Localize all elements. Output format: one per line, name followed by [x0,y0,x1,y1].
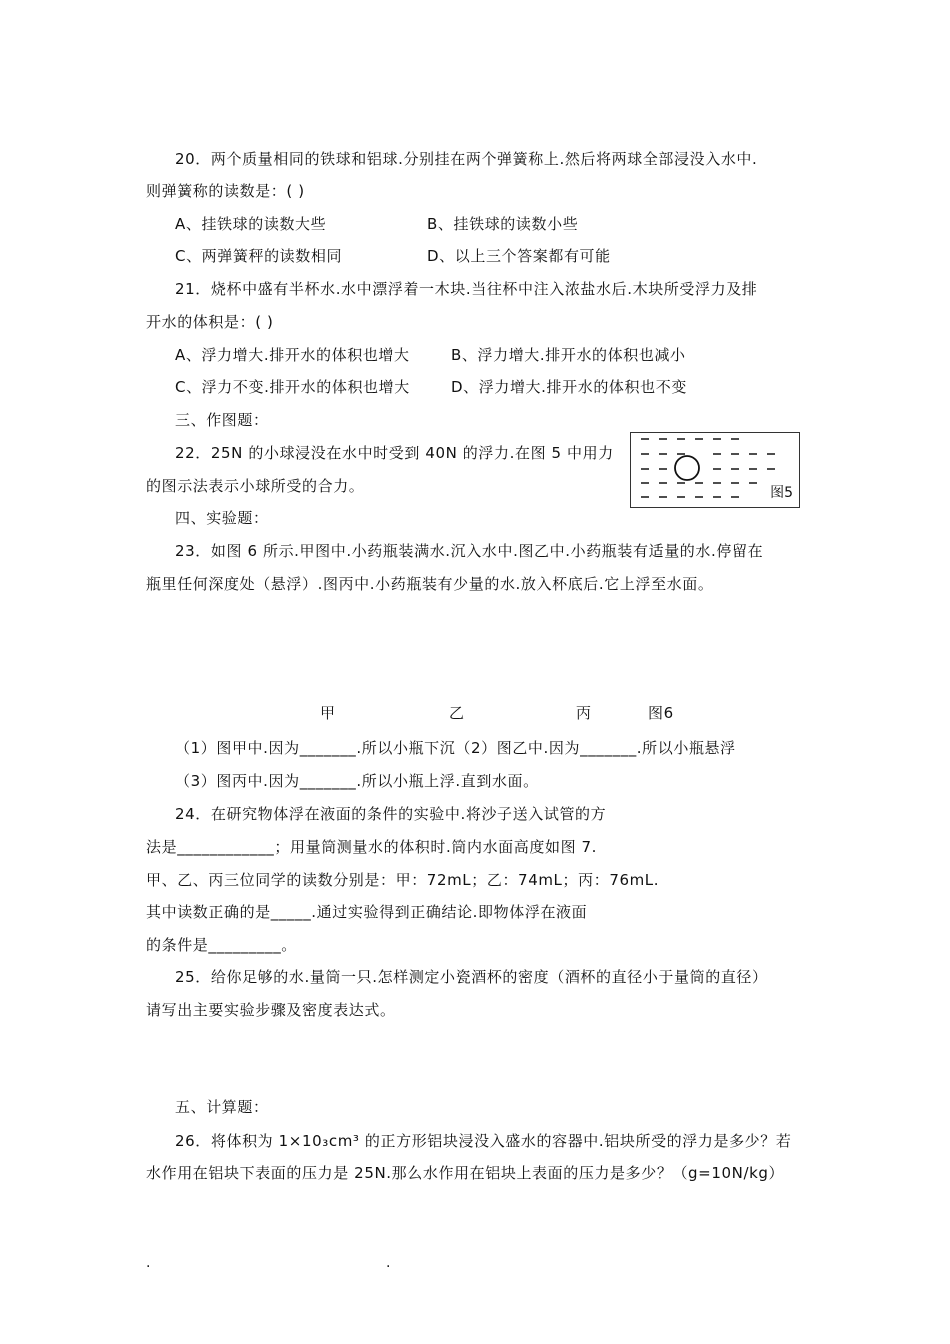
q20-option-b: B、挂铁球的读数小些 [427,215,579,233]
q23-line1: 23．如图 6 所示.甲图中.小药瓶装满水.沉入水中.图乙中.小药瓶装有适量的水.停留在 [175,542,764,560]
q26-line2: 水作用在铝块下表面的压力是 25N.那么水作用在铝块上表面的压力是多少？（g=10N/kg） [146,1164,785,1182]
q24-line4: 其中读数正确的是_____.通过实验得到正确结论.即物体浮在液面 [146,903,588,921]
figure-6-label: 图6 [648,704,674,722]
section-heading-drawing: 三、作图题： [175,411,269,429]
ball-circle [675,456,699,480]
section-heading-experiment: 四、实验题： [175,509,269,527]
q24-line3: 甲、乙、丙三位同学的读数分别是：甲：72mL；乙：74mL；丙：76mL. [146,871,660,889]
q25-line2: 请写出主要实验步骤及密度表达式。 [146,1001,396,1019]
footer-dot-right: . [386,1255,391,1271]
figure-5-label: 图5 [770,485,793,501]
q23-line2: 瓶里任何深度处（悬浮）.图丙中.小药瓶装有少量的水.放入杯底后.它上浮至水面。 [146,575,714,593]
section-heading-calculation: 五、计算题： [175,1098,269,1116]
figure-6-label-bing: 丙 [576,704,592,722]
q23-sub-question-3: （3）图丙中.因为_______.所以小瓶上浮.直到水面。 [175,772,539,790]
q21-option-a: A、浮力增大.排开水的体积也增大 [175,346,410,364]
figure-6-label-jia: 甲 [320,704,336,722]
q20-line1: 20．两个质量相同的铁球和铝球.分别挂在两个弹簧称上.然后将两球全部浸没入水中. [175,150,758,168]
figure-6-label-yi: 乙 [449,704,465,722]
q21-line2: 开水的体积是：( ) [146,313,274,331]
q22-line2: 的图示法表示小球所受的合力。 [146,477,365,495]
q20-line2: 则弹簧称的读数是：( ) [146,182,305,200]
q26-line1: 26．将体积为 1×10₃cm³ 的正方形铝块浸没入盛水的容器中.铝块所受的浮力是多少？若 [175,1132,792,1150]
q22-line1: 22．25N 的小球浸没在水中时受到 40N 的浮力.在图 5 中用力 [175,444,614,462]
q24-line2: 法是____________；用量筒测量水的体积时.筒内水面高度如图 7. [146,838,598,856]
figure-5-water-tank [630,432,800,508]
q21-option-d: D、浮力增大.排开水的体积也不变 [451,378,687,396]
q20-option-a: A、挂铁球的读数大些 [175,215,327,233]
q24-line5: 的条件是_________。 [146,936,297,954]
footer-dot-left: . [146,1255,151,1271]
q20-option-d: D、以上三个答案都有可能 [427,247,611,265]
q21-option-b: B、浮力增大.排开水的体积也减小 [451,346,686,364]
q21-line1: 21．烧杯中盛有半杯水.水中漂浮着一木块.当往杯中注入浓盐水后.木块所受浮力及排 [175,280,758,298]
q24-line1: 24．在研究物体浮在液面的条件的实验中.将沙子送入试管的方 [175,805,607,823]
q20-option-c: C、两弹簧秤的读数相同 [175,247,343,265]
q21-option-c: C、浮力不变.排开水的体积也增大 [175,378,410,396]
q23-sub-question-1-2: （1）图甲中.因为_______.所以小瓶下沉（2）图乙中.因为_______.所以小瓶悬浮 [175,739,736,757]
q25-line1: 25．给你足够的水.量筒一只.怎样测定小瓷酒杯的密度（酒杯的直径小于量筒的直径） [175,968,768,986]
